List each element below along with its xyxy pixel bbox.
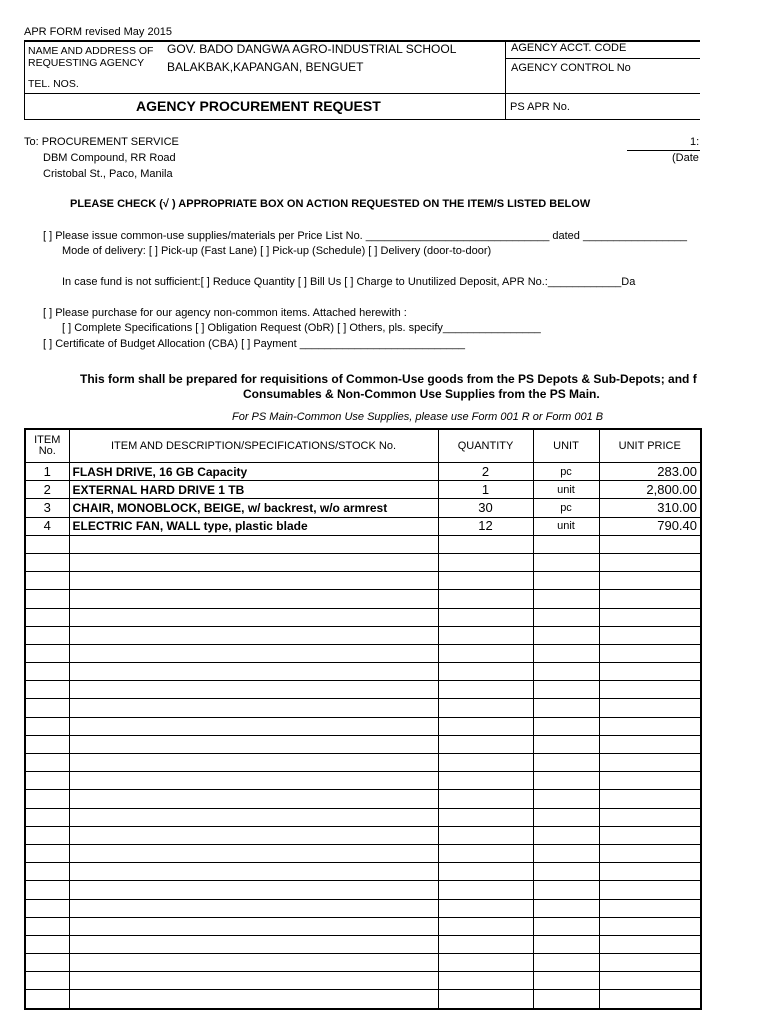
table-row-empty — [25, 535, 701, 553]
empty-cell — [599, 535, 701, 553]
empty-cell — [25, 681, 69, 699]
name-address-label: NAME AND ADDRESS OF REQUESTING AGENCY — [28, 45, 154, 69]
cell-unit-price: 310.00 — [599, 499, 701, 517]
empty-cell — [599, 644, 701, 662]
empty-cell — [599, 626, 701, 644]
empty-cell — [599, 826, 701, 844]
empty-cell — [533, 590, 599, 608]
empty-cell — [25, 572, 69, 590]
table-row-empty — [25, 972, 701, 990]
empty-cell — [533, 626, 599, 644]
cell-item-no: 2 — [25, 481, 69, 499]
empty-cell — [25, 590, 69, 608]
empty-cell — [438, 954, 533, 972]
empty-cell — [533, 917, 599, 935]
fund-line: In case fund is not sufficient:[ ] Reduce Quantity [ ] Bill Us [ ] Charge to Unutilized Deposit, APR No.:____________Da — [62, 276, 636, 288]
empty-cell — [25, 717, 69, 735]
cell-description: EXTERNAL HARD DRIVE 1 TB — [69, 481, 438, 499]
table-row-empty — [25, 626, 701, 644]
empty-cell — [438, 826, 533, 844]
empty-cell — [69, 735, 438, 753]
empty-cell — [69, 972, 438, 990]
cell-unit-price: 283.00 — [599, 463, 701, 481]
specs-line: [ ] Complete Specifications [ ] Obligation Request (ObR) [ ] Others, pls. specify________________ — [62, 322, 541, 334]
empty-cell — [25, 844, 69, 862]
empty-cell — [599, 754, 701, 772]
table-row-empty — [25, 681, 701, 699]
empty-cell — [438, 899, 533, 917]
empty-cell — [533, 954, 599, 972]
empty-cell — [533, 826, 599, 844]
empty-cell — [533, 535, 599, 553]
empty-cell — [599, 699, 701, 717]
table-row-empty — [25, 717, 701, 735]
col-unit-price: UNIT PRICE — [599, 429, 701, 463]
cell-quantity: 2 — [438, 463, 533, 481]
table-row-empty — [25, 826, 701, 844]
empty-cell — [438, 535, 533, 553]
empty-cell — [25, 972, 69, 990]
empty-cell — [533, 644, 599, 662]
empty-cell — [69, 553, 438, 571]
acct-code-label: AGENCY ACCT. CODE — [511, 42, 627, 54]
date-underline — [627, 150, 700, 151]
empty-cell — [69, 772, 438, 790]
empty-cell — [69, 608, 438, 626]
table-row-empty — [25, 935, 701, 953]
cell-unit: pc — [533, 463, 599, 481]
col-item-no: ITEM No. — [25, 429, 69, 463]
empty-cell — [69, 863, 438, 881]
table-row-empty — [25, 899, 701, 917]
cell-unit: pc — [533, 499, 599, 517]
empty-cell — [533, 863, 599, 881]
empty-cell — [599, 972, 701, 990]
empty-cell — [599, 772, 701, 790]
empty-cell — [69, 844, 438, 862]
empty-cell — [438, 735, 533, 753]
empty-cell — [69, 935, 438, 953]
empty-cell — [69, 699, 438, 717]
empty-cell — [25, 553, 69, 571]
empty-cell — [438, 844, 533, 862]
form-note: For PS Main-Common Use Supplies, please use Form 001 R or Form 001 B — [232, 411, 604, 423]
empty-cell — [438, 590, 533, 608]
empty-cell — [438, 608, 533, 626]
empty-cell — [69, 754, 438, 772]
empty-cell — [599, 954, 701, 972]
table-row-empty — [25, 572, 701, 590]
table-row-empty — [25, 863, 701, 881]
empty-cell — [533, 899, 599, 917]
cell-item-no: 4 — [25, 517, 69, 535]
empty-cell — [25, 954, 69, 972]
empty-cell — [25, 826, 69, 844]
empty-cell — [533, 699, 599, 717]
empty-cell — [438, 681, 533, 699]
table-row-empty — [25, 790, 701, 808]
empty-cell — [533, 772, 599, 790]
agency-address: BALAKBAK,KAPANGAN, BENGUET — [167, 60, 364, 74]
empty-cell — [533, 681, 599, 699]
table-row-empty — [25, 608, 701, 626]
table-row-empty — [25, 772, 701, 790]
empty-cell — [69, 535, 438, 553]
empty-cell — [533, 572, 599, 590]
empty-cell — [25, 644, 69, 662]
cell-unit-price: 790.40 — [599, 517, 701, 535]
agency-name: GOV. BADO DANGWA AGRO-INDUSTRIAL SCHOOL — [167, 42, 457, 56]
empty-cell — [438, 572, 533, 590]
table-row-empty — [25, 735, 701, 753]
empty-cell — [438, 644, 533, 662]
empty-cell — [533, 754, 599, 772]
table-row — [25, 499, 701, 517]
empty-cell — [533, 663, 599, 681]
control-no-label: AGENCY CONTROL No — [511, 62, 631, 74]
empty-cell — [438, 553, 533, 571]
purchase-line: [ ] Please purchase for our agency non-common items. Attached herewith : — [43, 307, 407, 319]
empty-cell — [25, 535, 69, 553]
empty-cell — [438, 626, 533, 644]
empty-cell — [599, 735, 701, 753]
cell-item-no: 3 — [25, 499, 69, 517]
empty-cell — [25, 772, 69, 790]
empty-cell — [599, 790, 701, 808]
delivery-line: Mode of delivery: [ ] Pick-up (Fast Lane) [ ] Pick-up (Schedule) [ ] Delivery (door-to-door) — [62, 245, 492, 257]
cell-unit-price: 2,800.00 — [599, 481, 701, 499]
empty-cell — [438, 881, 533, 899]
empty-cell — [25, 917, 69, 935]
date-label: (Date — [672, 152, 699, 164]
empty-cell — [25, 626, 69, 644]
agency-header-block — [24, 40, 700, 120]
empty-cell — [533, 735, 599, 753]
empty-cell — [69, 899, 438, 917]
empty-cell — [599, 681, 701, 699]
empty-cell — [599, 990, 701, 1009]
cell-unit: unit — [533, 517, 599, 535]
col-unit: UNIT — [533, 429, 599, 463]
empty-cell — [533, 790, 599, 808]
empty-cell — [533, 844, 599, 862]
empty-cell — [533, 553, 599, 571]
empty-cell — [25, 808, 69, 826]
empty-cell — [533, 881, 599, 899]
table-row-empty — [25, 663, 701, 681]
table-row — [25, 517, 701, 535]
addressee-to: To: PROCUREMENT SERVICE — [24, 136, 179, 148]
empty-cell — [438, 790, 533, 808]
empty-cell — [599, 553, 701, 571]
table-row-empty — [25, 808, 701, 826]
empty-cell — [438, 972, 533, 990]
issue-line: [ ] Please issue common-use supplies/materials per Price List No. ______________________________ dated _________________ — [43, 230, 687, 242]
empty-cell — [25, 935, 69, 953]
col-quantity: QUANTITY — [438, 429, 533, 463]
empty-cell — [438, 699, 533, 717]
empty-cell — [25, 790, 69, 808]
empty-cell — [25, 881, 69, 899]
empty-cell — [69, 954, 438, 972]
empty-cell — [599, 808, 701, 826]
empty-cell — [599, 572, 701, 590]
cell-quantity: 12 — [438, 517, 533, 535]
notice-line1: This form shall be prepared for requisitions of Common-Use goods from the PS Depots & Sub-Depots; and f — [80, 372, 697, 386]
empty-cell — [25, 899, 69, 917]
empty-cell — [25, 608, 69, 626]
empty-cell — [599, 881, 701, 899]
table-header-row — [25, 429, 701, 463]
empty-cell — [599, 717, 701, 735]
empty-cell — [69, 717, 438, 735]
empty-cell — [599, 863, 701, 881]
empty-cell — [533, 990, 599, 1009]
form-revision: APR FORM revised May 2015 — [24, 26, 172, 38]
empty-cell — [533, 608, 599, 626]
empty-cell — [599, 663, 701, 681]
date-value: 1: — [690, 136, 700, 148]
empty-cell — [438, 863, 533, 881]
empty-cell — [438, 917, 533, 935]
empty-cell — [533, 808, 599, 826]
empty-cell — [599, 935, 701, 953]
form-title: AGENCY PROCUREMENT REQUEST — [136, 98, 381, 114]
empty-cell — [69, 663, 438, 681]
empty-cell — [69, 808, 438, 826]
cell-description: FLASH DRIVE, 16 GB Capacity — [69, 463, 438, 481]
table-row-empty — [25, 553, 701, 571]
empty-cell — [599, 590, 701, 608]
empty-cell — [438, 663, 533, 681]
table-row-empty — [25, 881, 701, 899]
empty-cell — [25, 863, 69, 881]
table-row-empty — [25, 590, 701, 608]
addressee-line3: Cristobal St., Paco, Manila — [43, 168, 173, 180]
empty-cell — [599, 899, 701, 917]
table-row-empty — [25, 917, 701, 935]
cell-item-no: 1 — [25, 463, 69, 481]
empty-cell — [533, 972, 599, 990]
empty-cell — [69, 826, 438, 844]
cell-description: ELECTRIC FAN, WALL type, plastic blade — [69, 517, 438, 535]
col-description: ITEM AND DESCRIPTION/SPECIFICATIONS/STOCK No. — [69, 429, 438, 463]
cell-quantity: 30 — [438, 499, 533, 517]
table-row — [25, 481, 701, 499]
empty-cell — [25, 754, 69, 772]
empty-cell — [69, 644, 438, 662]
empty-cell — [438, 808, 533, 826]
addressee-line2: DBM Compound, RR Road — [43, 152, 176, 164]
cell-description: CHAIR, MONOBLOCK, BEIGE, w/ backrest, w/o armrest — [69, 499, 438, 517]
empty-cell — [533, 935, 599, 953]
empty-cell — [69, 881, 438, 899]
empty-cell — [69, 790, 438, 808]
empty-cell — [438, 754, 533, 772]
empty-cell — [438, 990, 533, 1009]
ps-apr-label: PS APR No. — [510, 101, 570, 113]
table-row-empty — [25, 644, 701, 662]
empty-cell — [69, 681, 438, 699]
table-row-empty — [25, 990, 701, 1009]
table-row — [25, 463, 701, 481]
empty-cell — [438, 935, 533, 953]
table-row-empty — [25, 699, 701, 717]
empty-cell — [438, 717, 533, 735]
empty-cell — [25, 663, 69, 681]
cba-line: [ ] Certificate of Budget Allocation (CBA) [ ] Payment ___________________________ — [43, 338, 465, 350]
empty-cell — [599, 844, 701, 862]
empty-cell — [69, 572, 438, 590]
check-heading: PLEASE CHECK (√ ) APPROPRIATE BOX ON ACTION REQUESTED ON THE ITEM/S LISTED BELOW — [70, 198, 591, 210]
empty-cell — [438, 772, 533, 790]
cell-quantity: 1 — [438, 481, 533, 499]
empty-cell — [25, 735, 69, 753]
empty-cell — [599, 917, 701, 935]
empty-cell — [69, 917, 438, 935]
empty-cell — [69, 990, 438, 1009]
table-row-empty — [25, 754, 701, 772]
items-table — [24, 428, 702, 1010]
notice-line2: Consumables & Non-Common Use Supplies from the PS Main. — [243, 387, 600, 401]
empty-cell — [69, 590, 438, 608]
empty-cell — [25, 990, 69, 1009]
table-row-empty — [25, 954, 701, 972]
table-row-empty — [25, 844, 701, 862]
empty-cell — [69, 626, 438, 644]
cell-unit: unit — [533, 481, 599, 499]
empty-cell — [533, 717, 599, 735]
tel-label: TEL. NOS. — [28, 78, 79, 90]
empty-cell — [599, 608, 701, 626]
empty-cell — [25, 699, 69, 717]
